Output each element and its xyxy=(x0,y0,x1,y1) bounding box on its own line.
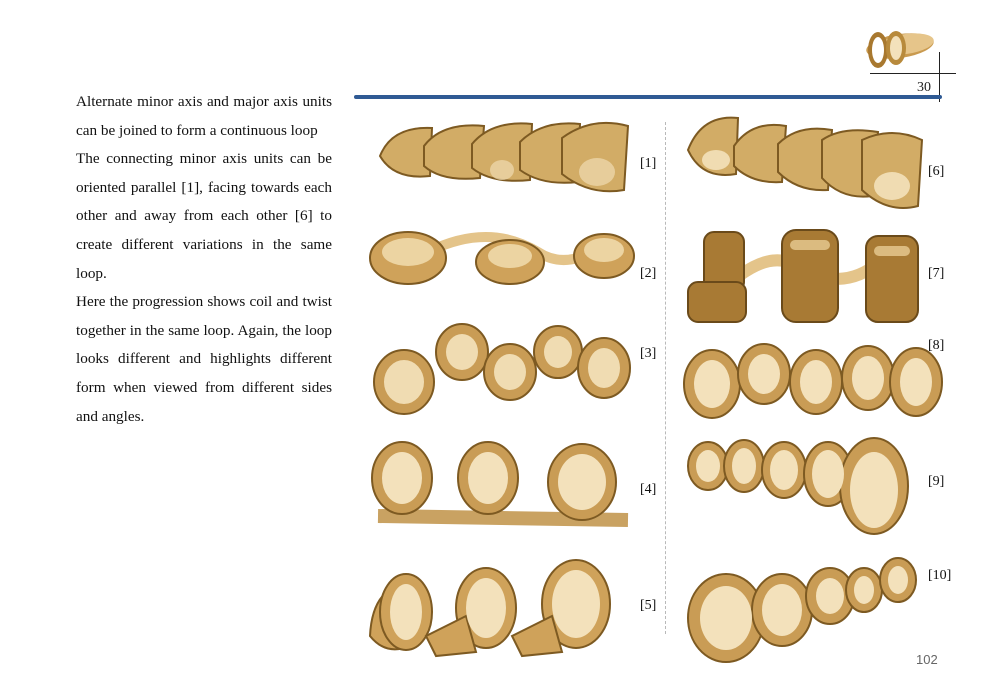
figure-photo-7 xyxy=(686,226,926,326)
column-divider xyxy=(665,122,666,634)
figure-label-10: [10] xyxy=(928,568,952,583)
figure-photo-1 xyxy=(372,116,634,202)
figure-label-6: [6] xyxy=(928,164,945,179)
figure-label-3: [3] xyxy=(640,346,657,361)
paragraph-2: The connecting minor axis units can be oriented parallel [1], facing towards each other and away from each other [6] to create different variations in the same loop. xyxy=(76,150,332,282)
corner-horizontal-line xyxy=(870,73,956,74)
figure-label-9: [9] xyxy=(928,474,945,489)
body-text xyxy=(76,88,332,431)
figure-photo-4 xyxy=(368,436,638,532)
paragraph-3: Here the progression shows coil and twist together in the same loop. Again, the loop looks different and highlights different form when viewed from different sides and angles. xyxy=(76,293,332,425)
footer-page-number: 102 xyxy=(916,652,938,667)
figure-photo-10 xyxy=(686,544,922,666)
figure-label-1: [1] xyxy=(640,156,657,171)
bamboo-rings-logo xyxy=(858,26,948,80)
figure-photo-6 xyxy=(682,110,926,216)
figure-label-5: [5] xyxy=(640,598,657,613)
header-rule xyxy=(354,95,942,99)
figure-photo-9 xyxy=(684,426,910,538)
figure-label-2: [2] xyxy=(640,266,657,281)
paragraph-1: Alternate minor axis and major axis units can be joined to form a continuous loop xyxy=(76,93,332,139)
figure-label-8: [8] xyxy=(928,338,945,353)
figure-photo-3 xyxy=(372,312,634,418)
figure-photo-2 xyxy=(368,212,636,298)
section-page-number: 30 xyxy=(917,80,931,95)
figure-photo-5 xyxy=(366,556,636,662)
figure-label-4: [4] xyxy=(640,482,657,497)
figure-label-7: [7] xyxy=(928,266,945,281)
figure-photo-8 xyxy=(682,338,944,422)
